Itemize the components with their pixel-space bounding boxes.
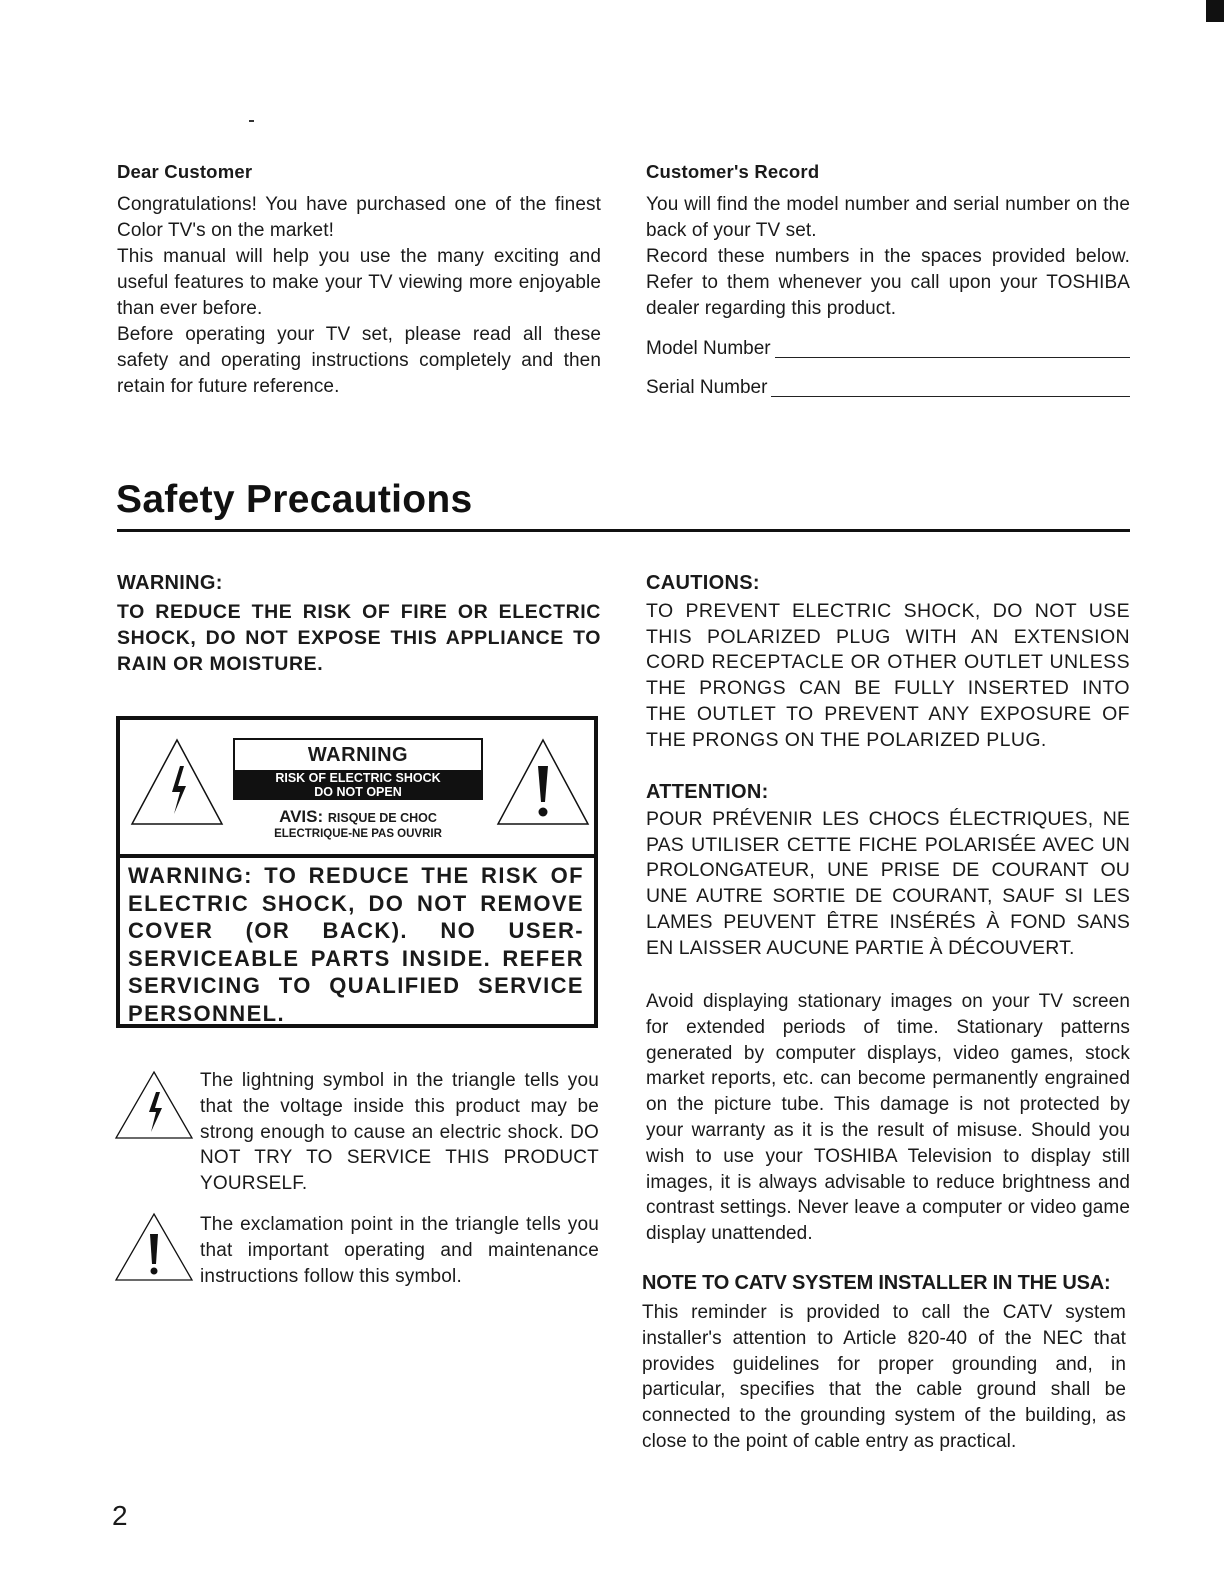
dear-customer-paragraph: This manual will help you use the many exciting and useful features to make your TV viewing more enjoyable than ever before. — [117, 246, 601, 319]
warning-label-top — [120, 720, 594, 854]
lightning-symbol-icon — [114, 1070, 194, 1140]
avis-small: RISQUE DE CHOC — [327, 811, 437, 825]
model-number-line — [775, 356, 1130, 358]
cautions-text: TO PREVENT ELECTRIC SHOCK, DO NOT USE THIS POLARIZED PLUG WITH AN EXTENSION CORD RECEPTACLE OR OTHER OUTLET UNLESS THE PRONGS CAN BE FULLY INSERTED INTO THE OUTLET TO PREVENT ANY EXPOSURE OF THE PRONGS ON THE POLARIZED PLUG. — [646, 600, 1130, 751]
warning-label-divider — [120, 854, 594, 858]
model-number-label: Model Number — [646, 338, 771, 359]
warning-label-box — [116, 716, 598, 1028]
warning-label-title: WARNING — [307, 744, 409, 766]
customer-record-paragraph: Record these numbers in the spaces provided below. Refer to them whenever you call upon your TOSHIBA dealer regarding this product. — [646, 246, 1130, 319]
model-number-field[interactable] — [646, 334, 1130, 360]
exclamation-note: The exclamation point in the triangle tells you that important operating and maintenance instructions follow this symbol. — [200, 1214, 599, 1287]
warning-label-bar — [235, 770, 481, 799]
title-rule — [117, 529, 1130, 532]
dear-customer-paragraph: Before operating your TV set, please read all these safety and operating instructions completely and then retain for future reference. — [117, 324, 601, 397]
stationary-images-text: Avoid displaying stationary images on your TV screen for extended periods of time. Stationary patterns generated by computer displays, video games, stock market reports, etc. can become permanently engrained on the picture tube. This damage is not protected by your warranty as it is the result of misuse. Should you wish to use your TOSHIBA Television to display still images, it is always advisable to reduce brightness and contrast settings. Never leave a computer or video game display unattended. — [646, 991, 1130, 1245]
attention-text: POUR PRÉVENIR LES CHOCS ÉLECTRIQUES, NE PAS UTILISER CETTE FICHE POLARISÉE AVEC UN PROLONGATEUR, UNE PRISE DE COURANT OU UNE AUTRE SORTIE DE COURANT, SAUF SI LES LAMES PEUVENT ÊTRE INSÉRÉS À FOND SANS EN LAISSER AUCUNE PARTIE À DÉCOUVERT. — [646, 808, 1130, 959]
dear-customer-text — [117, 192, 601, 400]
stray-mark — [249, 120, 254, 122]
catv-text: This reminder is provided to call the CATV system installer's attention to Article 820-40 of the NEC that provides guidelines for proper grounding and, in particular, specifies that the cable ground shall be connected to the grounding system of the building, as close to the point of cable entry as practical. — [642, 1302, 1126, 1452]
customer-record-paragraph: You will find the model number and serial number on the back of your TV set. — [646, 194, 1130, 241]
warning-label-panel — [233, 738, 483, 800]
warning-text: TO REDUCE THE RISK OF FIRE OR ELECTRIC SHOCK, DO NOT EXPOSE THIS APPLIANCE TO RAIN OR MOISTURE. — [117, 601, 601, 675]
customer-record-heading: Customer's Record — [646, 161, 820, 182]
lightning-triangle-icon — [128, 736, 226, 828]
customer-record-text — [646, 192, 1130, 322]
lightning-note: The lightning symbol in the triangle tells you that the voltage inside this product may be strong enough to cause an electric shock. DO NOT TRY TO SERVICE THIS PRODUCT YOURSELF. — [200, 1070, 599, 1195]
avis-label: AVIS: — [279, 807, 324, 826]
warning-label-bar-line: DO NOT OPEN — [314, 785, 402, 799]
dear-customer-heading: Dear Customer — [117, 161, 253, 182]
avis-line2: ELECTRIQUE-NE PAS OUVRIR — [274, 828, 442, 840]
section-title: Safety Precautions — [116, 478, 473, 521]
serial-number-label: Serial Number — [646, 377, 768, 398]
warning-label-bar-line: RISK OF ELECTRIC SHOCK — [275, 771, 441, 785]
page-corner-mark — [1206, 0, 1224, 22]
cautions-heading: CAUTIONS: — [646, 572, 760, 594]
catv-heading: NOTE TO CATV SYSTEM INSTALLER IN THE USA: — [642, 1272, 1111, 1294]
attention-heading: ATTENTION: — [646, 781, 769, 803]
dear-customer-paragraph: Congratulations! You have purchased one of the finest Color TV's on the market! — [117, 194, 601, 241]
exclamation-triangle-icon — [494, 736, 592, 828]
exclamation-symbol-icon — [114, 1212, 194, 1282]
serial-number-field[interactable] — [646, 373, 1130, 399]
warning-heading: WARNING: — [117, 572, 223, 594]
serial-number-line — [771, 395, 1130, 397]
page-number: 2 — [112, 1500, 128, 1531]
warning-label-text: WARNING: TO REDUCE THE RISK OF ELECTRIC SHOCK, DO NOT REMOVE COVER (OR BACK). NO USER-SERVICEABLE PARTS INSIDE. REFER SERVICING TO QUALIFIED SERVICE PERSONNEL. — [128, 863, 584, 1026]
avis-text — [233, 808, 483, 841]
